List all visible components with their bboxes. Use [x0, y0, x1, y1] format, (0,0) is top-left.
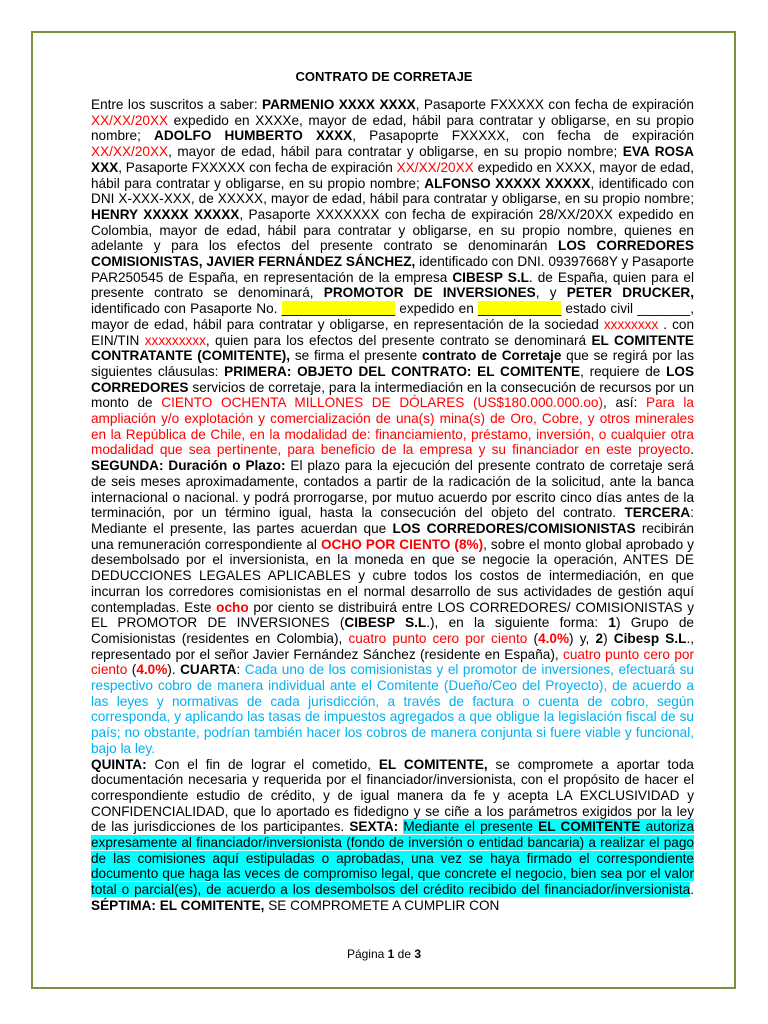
party-name: ADOLFO HUMBERTO XXXX — [154, 128, 353, 144]
page-footer: Página 1 de 3 — [346, 947, 422, 961]
expiry-date: XX/XX/20XX — [91, 112, 169, 128]
amount: CIENTO OCHENTA MILLONES DE DÓLARES (US$180.000.000.oo) — [161, 395, 603, 411]
promoter-term: PROMOTOR DE INVERSIONES — [323, 285, 536, 301]
company-name: CIBESP S.L — [344, 615, 427, 631]
share-percent: 4.0% — [538, 630, 570, 646]
highlighted-text: Mediante el presente — [403, 819, 539, 835]
clause-fourth-text: Cada uno de los comisionistas y el promotor de inversiones, efectuará su respectivo cobro de manera individual ante el Comitente (Dueño/Ceo del Proyecto), de acuerdo a las leyes y normativas de cada jurisdicción, a través de factura o cuenta de cobro, según corresponda, y aplicando las tasas de impuestos agregados a que obligue la legislación fiscal de su país; no obstante, podrían también hacer los cobros de manera conjunta si fuere viable y funcional, bajo la ley. — [91, 662, 694, 756]
purpose-text: Para la ampliación y/o explotación y comercialización de una(s) mina(s) de Oro, Cobre, y otros minerales en la República de Chile, en la modalidad de: financiamiento, préstamo, inversión, o cualquier otra modalidad que sea pertinente, para beneficio de la empresa y su financiador en este proyecto — [91, 395, 694, 458]
clause-seventh: SÉPTIMA: EL COMITENTE, — [91, 897, 269, 913]
share-text: cuatro punto cero por ciento — [348, 630, 528, 646]
blank-issued-in: ___________ — [478, 301, 562, 317]
ein-placeholder: xxxxxxxxx — [144, 332, 206, 348]
document-title: CONTRATO DE CORRETAJE — [295, 69, 473, 84]
highlighted-client-term: EL COMITENTE — [538, 819, 641, 835]
clause-second: SEGUNDA: Duración o Plazo: — [91, 458, 291, 474]
clause-fifth: QUINTA: — [91, 756, 147, 772]
share-text: cuatro punto cero por ciento — [91, 646, 694, 678]
client-term: EL COMITENTE CONTRATANTE (COMITENTE), — [91, 332, 694, 364]
contract-term: contrato de Corretaje — [421, 348, 562, 364]
blank-passport: _______________ — [281, 301, 396, 317]
current-page: 1 — [387, 947, 395, 961]
brokers-term: LOS CORREDORES — [91, 363, 695, 395]
party-name: PETER DRUCKER, — [566, 285, 694, 301]
expiry-date: XX/XX/20XX — [91, 144, 169, 160]
commission-percent: OCHO POR CIENTO (8%) — [320, 536, 484, 552]
party-name: EVA ROSA XXX — [91, 144, 694, 175]
paragraph-2: QUINTA: Con el fin de lograr el cometido, EL COMITENTE, se compromete a aportar toda documentación necesaria y requerida por el financiador/inversionista, con el propósito de hacer el correspondiente estudio de crédito, y de igual manera da fe y acepta LA EXCLUSIVIDAD y CONFIDENCIALIDAD, que lo aportado es fidedigno y se ciñe a los parámetros exigidos por la ley de las jurisdicciones de los participantes. SEXTA: Mediante el presente EL COMITENTE autoriza expresamente al financiador/inversionista (fondo de inversión o entidad bancaria) a realizar el pago de las comisiones aquí estipuladas o aprobadas, una vez se haya firmado el correspondiente documento que haga las veces de compromiso legal, que concrete el negocio, bien sea por el valor total o parcial(es), de acuerdo a los desembolsos del crédito recibido del financiador/inversionista. SÉPTIMA: EL COMITENTE, SE COMPROMETE A CUMPLIR CON — [91, 756, 695, 913]
party-name: PARMENIO XXXX XXXX — [262, 97, 416, 112]
clause-sixth: SEXTA: — [349, 819, 404, 835]
brokers-term: LOS CORREDORES COMISIONISTAS, JAVIER FERNÁNDEZ SÁNCHEZ, — [91, 238, 694, 270]
commission-word: ocho — [216, 599, 249, 615]
client-term: EL COMITENTE, — [378, 756, 488, 772]
document-body — [91, 97, 694, 914]
brokers-term: LOS CORREDORES/COMISIONISTAS — [392, 520, 636, 536]
clause-fourth: CUARTA — [180, 662, 237, 678]
clause-third: TERCERA — [624, 505, 691, 521]
clause-first: PRIMERA: OBJETO DEL CONTRATO: EL COMITENTE — [224, 363, 581, 379]
company-name: Cibesp S.L — [613, 630, 687, 646]
expiry-date: XX/XX/20XX — [396, 159, 474, 175]
company-name: CIBESP S.L — [452, 269, 529, 285]
total-pages: 3 — [414, 947, 422, 961]
paragraph-1: Entre los suscritos a saber: PARMENIO XXXX XXXX, Pasaporte FXXXXX con fecha de expiración XX/XX/20XX expedido en XXXXe, mayor de edad, hábil para contratar y obligarse, en su propio nombre; ADOLFO HUMBERTO XXXX, Pasapoprte FXXXXX, con fecha de expiración XX/XX/20XX, mayor de edad, hábil para contratar y obligarse, en su propio nombre; EVA ROSA XXX, Pasaporte FXXXXX con fecha de expiración XX/XX/20XX expedido en XXXX, mayor de edad, hábil para contratar y obligarse, en su propio nombre; ALFONSO XXXXX XXXXX, identificado con DNI X-XXX-XXX, de XXXXX, mayor de edad, hábil para contratar y obligarse, en su propio nombre; HENRY XXXXX XXXXX, Pasaporte XXXXXXX con fecha de expiración 28/XX/20XX expedido en Colombia, mayor de edad, hábil para contratar y obligarse, en su propio nombre, quienes en adelante y para los efectos del presente contrato se denominarán LOS CORREDORES COMISIONISTAS, JAVIER FERNÁNDEZ SÁNCHEZ, identificado con DNI. 09397668Y y Pasaporte PAR250545 de España, en representación de la empresa CIBESP S.L. de España, quien para el presente contrato se denominará, PROMOTOR DE INVERSIONES, y PETER DRUCKER, identificado con Pasaporte No. _______________ expedido en ___________ estado civil _______, mayor de edad, hábil para contratar y obligarse, en representación de la sociedad xxxxxxxx . con EIN/TIN xxxxxxxxx, quien para los efectos del presente contrato se denominará EL COMITENTE CONTRATANTE (COMITENTE), se firma el presente contrato de Corretaje que se regirá por las siguientes cláusulas: PRIMERA: OBJETO DEL CONTRATO: EL COMITENTE, requiere de LOS CORREDORES servicios de corretaje, para la intermediación en la consecución de recursos por un monto de CIENTO OCHENTA MILLONES DE DÓLARES (US$180.000.000.oo), así: Para la ampliación y/o explotación y comercialización de una(s) mina(s) de Oro, Cobre, y otros minerales en la República de Chile, en la modalidad de: financiamiento, préstamo, inversión, o cualquier otra modalidad que sea pertinente, para beneficio de la empresa y su financiador en este proyecto. SEGUNDA: Duración o Plazo: El plazo para la ejecución del presente contrato de corretaje será de seis meses aproximadamente, contados a partir de la radicación de la solicitud, ante la banca internacional o nacional. y podrá prorrogarse, por mutuo acuerdo por escrito cinco días antes de la terminación, por un término igual, hasta la consecución del objeto del contrato. TERCERA: Mediante el presente, las partes acuerdan que LOS CORREDORES/COMISIONISTAS recibirán una remuneración correspondiente al OCHO POR CIENTO (8%), sobre el monto global aprobado y desembolsado por el inversionista, en la moneda en que se negocie la operación, ANTES DE DEDUCCIONES LEGALES APLICABLES y cubre todos los costos de intermediación, en que incurran los corredores comisionistas en el normal desarrollo de sus actividades de gestión aquí contempladas. Este ocho por ciento se distribuirá entre LOS CORREDORES/ COMISIONISTAS y EL PROMOTOR DE INVERSIONES (CIBESP S.L.), en la siguiente forma: 1) Grupo de Comisionistas (residentes en Colombia), cuatro punto cero por ciento (4.0%) y, 2) Cibesp S.L., representado por el señor Javier Fernández Sánchez (residente en España), cuatro punto cero por ciento (4.0%). CUARTA: Cada uno de los comisionistas y el promotor de inversiones, efectuará su respectivo cobro de manera individual ante el Comitente (Dueño/Ceo del Proyecto), de acuerdo a las leyes y normativas de cada jurisdicción, a través de factura o cuenta de cobro, según corresponda, y aplicando las tasas de impuestos agregados a que obligue la legislación fiscal de su país; no obstante, podrían también hacer los cobros de manera conjunta si fuere viable y funcional, bajo la ley. — [91, 97, 695, 756]
party-name: HENRY XXXXX XXXXX — [91, 206, 240, 222]
highlighted-text: autoriza expresamente al financiador/inversionista (fondo de inversión o entidad bancaria) a realizar el pago de las comisiones aquí estipuladas o aprobadas, una vez se haya firmado el correspondiente documento que haga las veces de compromiso legal, que concrete el negocio, bien sea por el valor total o parcial(es), de acuerdo a los desembolsos del crédito recibido del financiador/inversionista — [91, 819, 695, 898]
party-name: ALFONSO XXXXX XXXXX — [424, 175, 591, 191]
company-placeholder: xxxxxxxx — [603, 316, 659, 332]
share-percent: 4.0% — [136, 662, 168, 678]
